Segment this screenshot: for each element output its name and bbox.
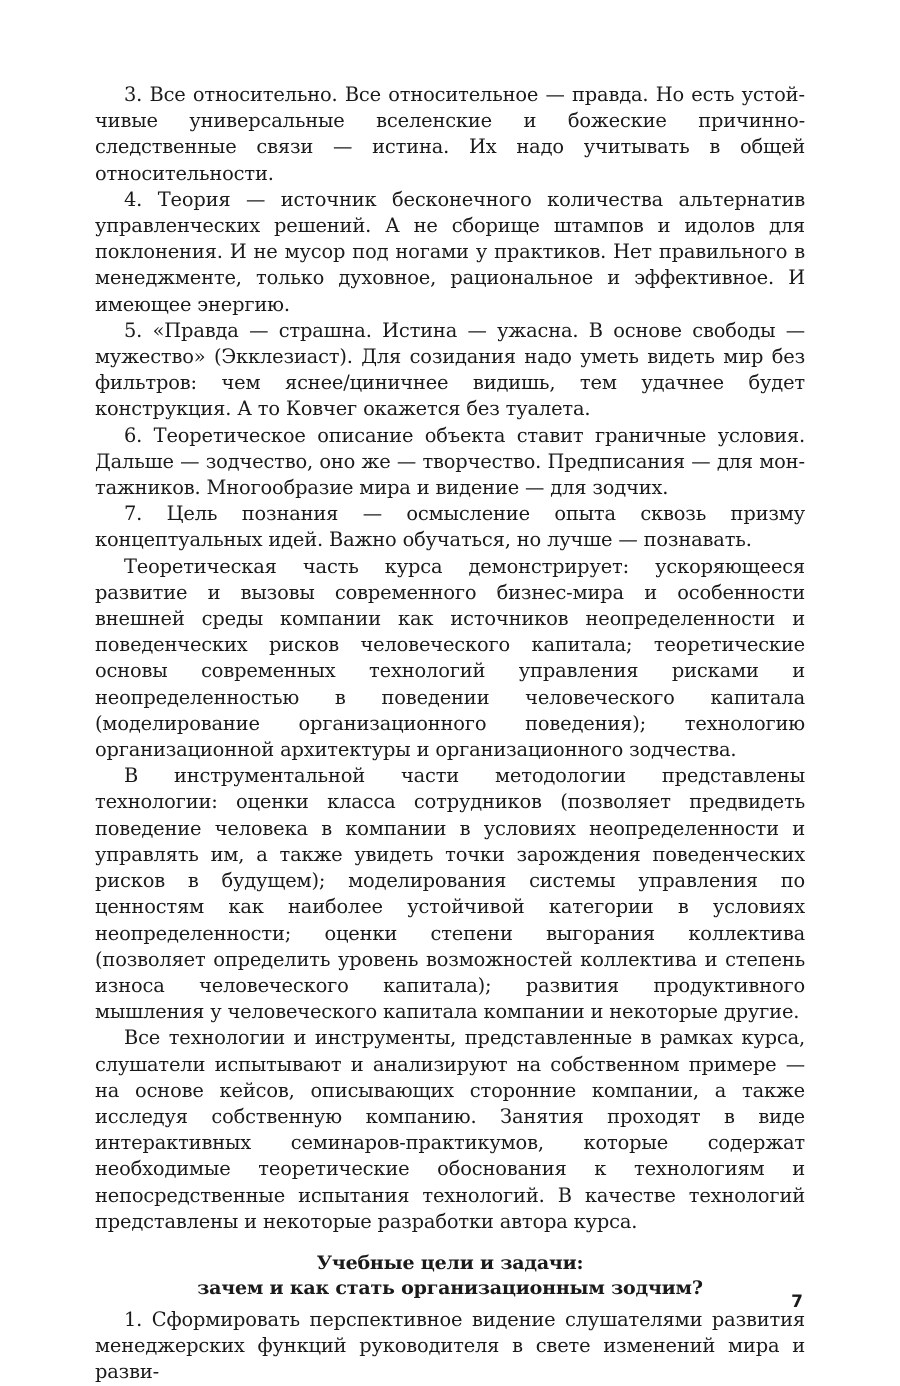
page-content — [95, 82, 805, 1386]
paragraph-technologies: Все технологии и инструменты, представленные в рамках курса, слушатели испытывают и анализируют на собственном примере — на основе кейсов, описывающих сторонние компании, а также исследуя собственную компанию. Занятия проходят в виде интерактивных семинаров-практикумов, которые содержат необходимые теоретические обоснования к технологиям и непосредственные испытания технологий. В качестве технологий представлены и некоторые разработки автора курса. — [95, 1026, 805, 1233]
paragraph-5: 5. «Правда — страшна. Истина — ужасна. В основе свободы — мужество» (Экклезиаст). Для созидания надо уметь видеть мир без фильтров: чем яснее/циничнее видишь, тем удачнее будет конструкция. А то Ковчег окажется без туалета. — [95, 318, 805, 421]
section-heading — [95, 1251, 805, 1301]
paragraph-4: 4. Теория — источник бесконечного количества альтернатив управленческих решений. А не сборище штампов и идолов для поклонения. И не мусор под ногами у практиков. Нет правильного в менеджменте, только духовное, рациональное и эффективное. И имеющее энергию. — [95, 187, 805, 316]
paragraph-instrumental-part: В инструментальной части методологии представлены технологии: оценки класса сотрудников (позволяет предвидеть поведение человека в компании в условиях неопределенности и управлять им, а также увидеть точки зарождения поведенческих рисков в будущем); моделирования системы управления по ценностям как наиболее устойчивой категории в условиях неопределенности; оценки степени выгорания коллектива (позволяет определить уровень возможностей коллектива и степень износа человеческого капитала); развития продуктивного мышления у человеческого капитала компании и некоторые другие. — [95, 764, 805, 1024]
paragraph-3: 3. Все относительно. Все относительное — правда. Но есть устойчивые универсальные вселенские и божеские причинно-следственные связи — истина. Их надо учитывать в общей относительности. — [95, 83, 805, 185]
section-heading-line-2: зачем и как стать организационным зодчим? — [197, 1276, 703, 1299]
paragraph-6: 6. Теоретическое описание объекта ставит граничные условия. Дальше — зодчество, оно же — творчество. Предписания — для монтажников. Многообразие мира и видение — для зодчих. — [95, 423, 805, 500]
paragraph-theory-part: Теоретическая часть курса демонстрирует: ускоряющееся развитие и вызовы современного бизнес-мира и особенности внешней среды компании как источников неопределенности и поведенческих рисков человеческого капитала; теоретические основы современных технологий управления рисками и неопределенностью в поведении человеческого капитала (моделирование организационного поведения); технологию организационной архитектуры и организационного зодчества. — [95, 554, 805, 762]
page-number: 7 — [791, 1292, 803, 1312]
paragraph-7: 7. Цель познания — осмысление опыта сквозь призму концептуальных идей. Важно обучаться, но лучше — познавать. — [95, 502, 805, 552]
paragraph-goal-1: 1. Сформировать перспективное видение слушателями развития менеджерских функций руководителя в свете изменений мира и разви- — [95, 1307, 805, 1384]
section-heading-line-1: Учебные цели и задачи: — [316, 1251, 584, 1274]
